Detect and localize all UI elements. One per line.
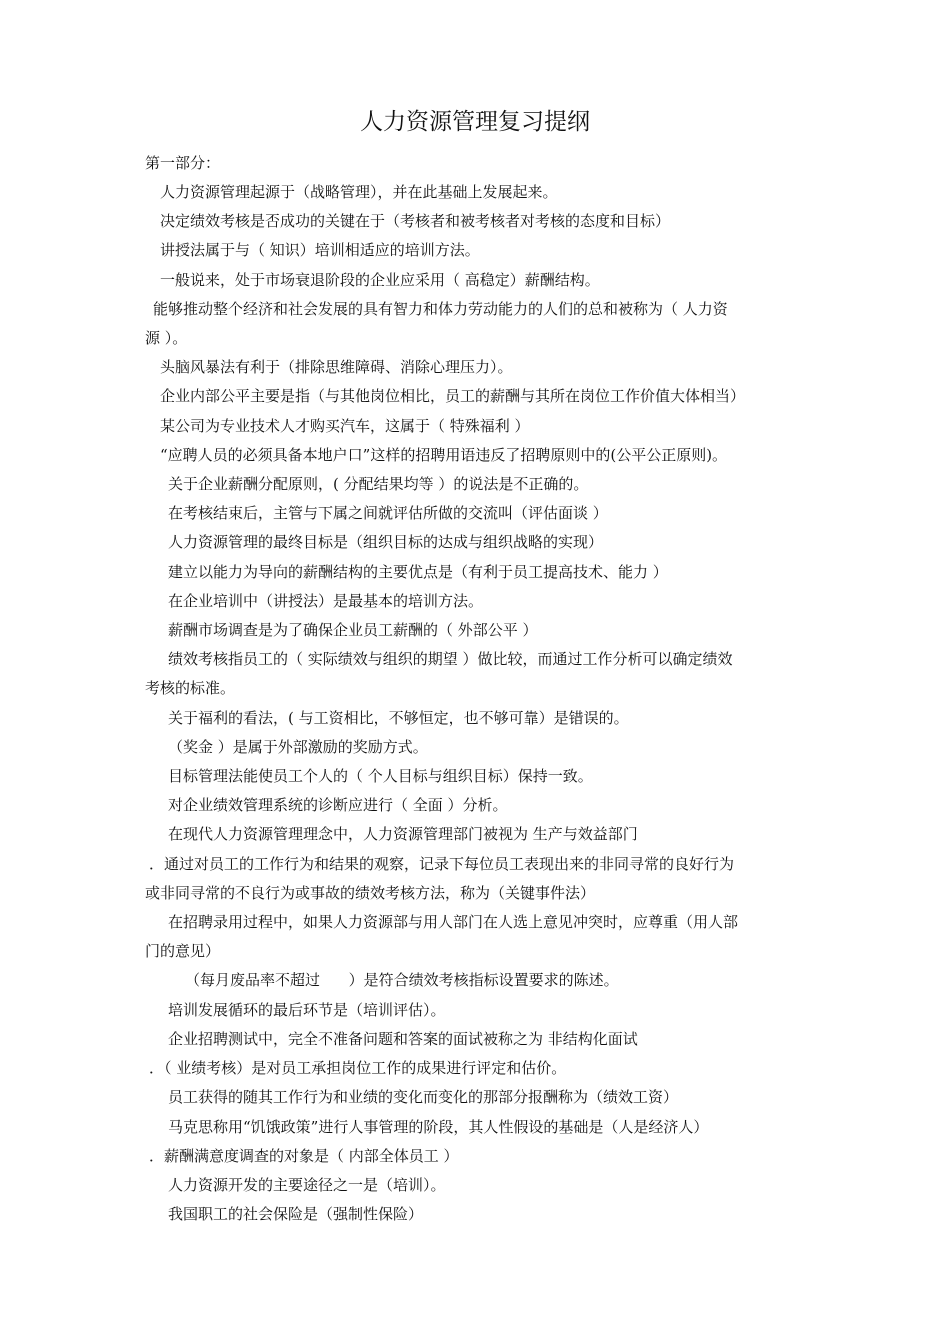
text-line: 培训发展循环的最后环节是（培训评估）。 [168, 1000, 446, 1019]
text-line: 能够推动整个经济和社会发展的具有智力和体力劳动能力的人们的总和被称为（ 人力资 [153, 299, 728, 318]
text-line: 头脑风暴法有利于（排除思维障碍、消除心理压力）。 [160, 358, 513, 377]
section-heading: 第一部分： [145, 154, 221, 172]
text-line: “应聘人员的必须具备本地户口”这样的招聘用语违反了招聘原则中的(公平公正原则)。 [160, 445, 728, 464]
text-line: 在现代人力资源管理理念中，人力资源管理部门被视为 生产与效益部门 [168, 825, 638, 844]
text-line: 关于企业薪酬分配原则，( 分配结果均等 ）的说法是不正确的。 [168, 475, 589, 494]
text-line: 员工获得的随其工作行为和业绩的变化而变化的那部分报酬称为（绩效工资） [168, 1088, 679, 1107]
text-line: ．（ 业绩考核）是对员工承担岗位工作的成果进行评定和估价。 [149, 1059, 567, 1078]
text-line: 绩效考核指员工的（ 实际绩效与组织的期望 ）做比较，而通过工作分析可以确定绩效 [168, 650, 733, 669]
text-line: 在考核结束后，主管与下属之间就评估所做的交流叫（评估面谈 ） [168, 504, 608, 523]
text-line: 在招聘录用过程中，如果人力资源部与用人部门在人选上意见冲突时，应尊重（用人部 [168, 913, 739, 932]
text-line: 讲授法属于与（ 知识）培训相适应的培训方法。 [160, 241, 480, 260]
text-line: 目标管理法能使员工个人的（ 个人目标与组织目标）保持一致。 [168, 767, 593, 786]
text-line: （每月废品率不超过 ）是符合绩效考核指标设置要求的陈述。 [185, 971, 619, 990]
document-title: 人力资源管理复习提纲 [360, 109, 590, 135]
text-line: 某公司为专业技术人才购买汽车，这属于（ 特殊福利 ） [160, 416, 530, 435]
text-line: 人力资源管理的最终目标是（组织目标的达成与组织战略的实现） [168, 533, 604, 552]
document-body [145, 178, 815, 1229]
text-line: 或非同寻常的不良行为或事故的绩效考核方法，称为（关键事件法） [145, 883, 596, 902]
text-line: 企业内部公平主要是指（与其他岗位相比，员工的薪酬与其所在岗位工作价值大体相当） [160, 387, 746, 406]
text-line: 我国职工的社会保险是（强制性保险） [168, 1205, 424, 1224]
text-line: 人力资源管理起源于（战略管理），并在此基础上发展起来。 [160, 183, 558, 201]
text-line: 决定绩效考核是否成功的关键在于（考核者和被考核者对考核的态度和目标） [160, 212, 671, 231]
text-line: 建立以能力为导向的薪酬结构的主要优点是（有利于员工提高技术、能力 ） [168, 562, 668, 581]
text-line: 在企业培训中（讲授法）是最基本的培训方法。 [168, 591, 484, 610]
text-line: ．通过对员工的工作行为和结果的观察，记录下每位员工表现出来的非同寻常的良好行为 [149, 854, 735, 873]
text-line: 对企业绩效管理系统的诊断应进行（ 全面 ）分析。 [168, 796, 508, 815]
text-line: 马克思称用“饥饿政策”进行人事管理的阶段，其人性假设的基础是（人是经济人） [168, 1117, 709, 1136]
text-line: 源 ）。 [145, 329, 188, 348]
text-line: 薪酬市场调查是为了确保企业员工薪酬的（ 外部公平 ） [168, 621, 538, 640]
text-line: 一般说来，处于市场衰退阶段的企业应采用（ 高稳定）薪酬结构。 [160, 270, 600, 289]
text-line: 人力资源开发的主要途径之一是（培训）。 [168, 1175, 446, 1194]
text-line: ．薪酬满意度调查的对象是（ 内部全体员工 ） [149, 1146, 459, 1165]
text-line: 考核的标准。 [145, 679, 236, 698]
text-line: 门的意见） [145, 942, 221, 961]
text-line: 企业招聘测试中，完全不准备问题和答案的面试被称之为 非结构化面试 [168, 1029, 638, 1048]
text-line: 关于福利的看法，( 与工资相比，不够恒定，也不够可靠）是错误的。 [168, 708, 629, 727]
text-line: （奖金 ）是属于外部激励的奖励方式。 [168, 737, 428, 756]
